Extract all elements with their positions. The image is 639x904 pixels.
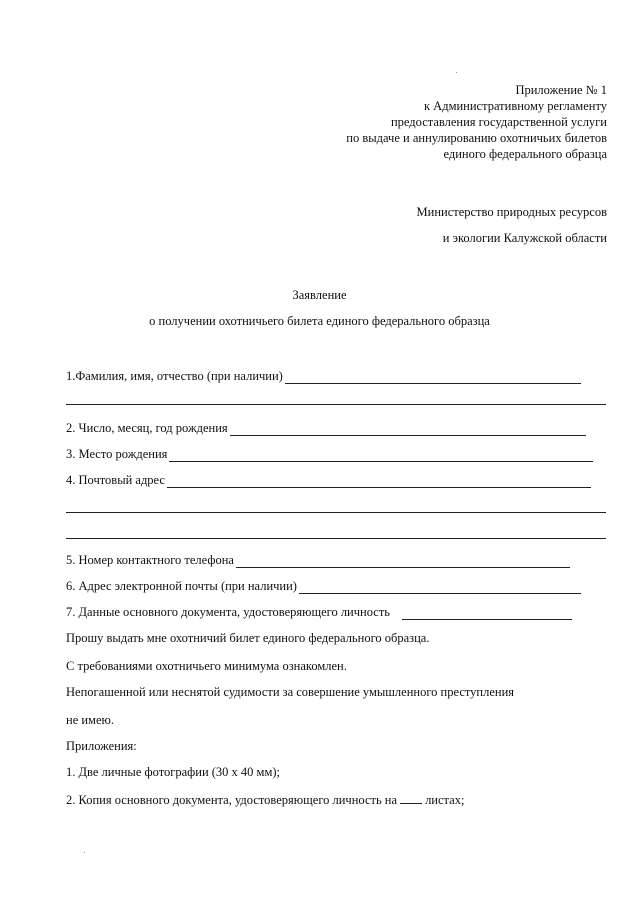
field-postal-address xyxy=(66,472,591,488)
field-id-document-label: 7. Данные основного документа, удостоверяющего личность xyxy=(66,605,390,619)
field-full-name xyxy=(66,368,581,384)
scan-speck xyxy=(84,852,85,853)
annex-line-2: к Административному регламенту xyxy=(423,99,607,113)
annex-number: Приложение № 1 xyxy=(515,83,607,97)
field-full-name-label: 1.Фамилия, имя, отчество (при наличии) xyxy=(66,369,283,383)
field-birth-date-line[interactable] xyxy=(230,423,586,436)
minimum-statement: С требованиями охотничьего минимума ознакомлен. xyxy=(66,659,347,673)
document-subtitle: о получении охотничьего билета единого федерального образца xyxy=(149,314,490,328)
attachment-item-2-prefix: 2. Копия основного документа, удостоверяющего личность на xyxy=(66,793,398,807)
field-postal-address-line-2[interactable] xyxy=(66,512,606,513)
field-id-document xyxy=(66,604,572,620)
field-email xyxy=(66,578,581,594)
field-birth-date-label: 2. Число, месяц, год рождения xyxy=(66,421,228,435)
criminal-record-statement-1: Непогашенной или неснятой судимости за совершение умышленного преступления xyxy=(66,685,515,699)
field-birth-place-line[interactable] xyxy=(169,449,593,462)
addressee-block xyxy=(417,204,607,256)
attachment-item-2-suffix: листах; xyxy=(425,793,465,807)
field-postal-address-line[interactable] xyxy=(167,475,591,488)
field-birth-place xyxy=(66,446,593,462)
addressee-line-1: Министерство природных ресурсов xyxy=(416,205,607,219)
field-email-line[interactable] xyxy=(299,581,581,594)
field-phone-label: 5. Номер контактного телефона xyxy=(66,553,234,567)
field-birth-date xyxy=(66,420,586,436)
attachment-item-2 xyxy=(66,792,464,808)
attachments-heading: Приложения: xyxy=(66,739,137,753)
field-full-name-line[interactable] xyxy=(285,371,581,384)
field-full-name-line-2[interactable] xyxy=(66,404,606,405)
sheet-count-blank[interactable] xyxy=(400,792,422,804)
addressee-line-2: и экологии Калужской области xyxy=(442,231,607,245)
field-email-label: 6. Адрес электронной почты (при наличии) xyxy=(66,579,297,593)
scan-speck xyxy=(456,72,457,73)
attachment-item-1: 1. Две личные фотографии (30 х 40 мм); xyxy=(66,765,281,779)
document-title: Заявление xyxy=(292,288,347,302)
annex-line-3: предоставления государственной услуги xyxy=(390,115,607,129)
field-birth-place-label: 3. Место рождения xyxy=(66,447,168,461)
field-phone-line[interactable] xyxy=(236,555,570,568)
field-postal-address-line-3[interactable] xyxy=(66,538,606,539)
annex-line-4: по выдаче и аннулированию охотничьих билетов xyxy=(346,131,607,145)
field-id-document-line[interactable] xyxy=(402,607,572,620)
field-postal-address-label: 4. Почтовый адрес xyxy=(66,473,165,487)
criminal-record-statement-2: не имею. xyxy=(66,713,114,727)
request-statement: Прошу выдать мне охотничий билет единого федерального образца. xyxy=(66,631,430,645)
annex-line-5: единого федерального образца xyxy=(443,147,607,161)
annex-header xyxy=(346,82,607,162)
field-phone xyxy=(66,552,570,568)
